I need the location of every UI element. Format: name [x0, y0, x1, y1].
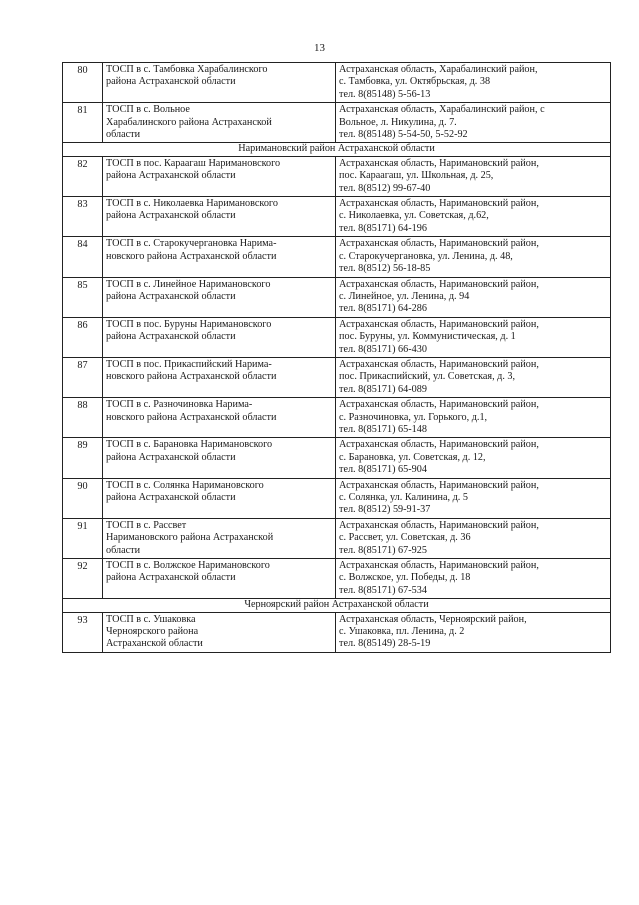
- office-name: ТОСП в пос. Буруны Наримановского района Астраханской области: [103, 317, 336, 357]
- office-address: Астраханская область, Черноярский район, с. Ушаковка, пл. Ленина, д. 2 тел. 8(85149) 28-5-19: [336, 612, 611, 652]
- office-address: Астраханская область, Харабалинский район, с Вольное, л. Никулина, д. 7. тел. 8(85148) 5-54-50, 5-52-92: [336, 103, 611, 143]
- row-number: 88: [63, 398, 103, 438]
- row-number: 86: [63, 317, 103, 357]
- table-row: [63, 478, 611, 518]
- office-name: ТОСП в с. Барановка Наримановского района Астраханской области: [103, 438, 336, 478]
- district-title: Наримановский район Астраханской области: [63, 143, 611, 156]
- table-row: [63, 197, 611, 237]
- district-title: Черноярский район Астраханской области: [63, 599, 611, 612]
- office-address: Астраханская область, Наримановский район, пос. Прикаспийский, ул. Советская, д. 3, тел. 8(85171) 64-089: [336, 357, 611, 397]
- table-row: [63, 63, 611, 103]
- office-name: ТОСП в пос. Прикаспийский Нарима- новского района Астраханской области: [103, 357, 336, 397]
- row-number: 91: [63, 518, 103, 558]
- row-number: 87: [63, 357, 103, 397]
- row-number: 90: [63, 478, 103, 518]
- table-row: [63, 612, 611, 652]
- office-name: ТОСП в с. Ушаковка Черноярского района Астраханской области: [103, 612, 336, 652]
- office-name: ТОСП в с. Линейное Наримановского района Астраханской области: [103, 277, 336, 317]
- office-name: ТОСП в с. Солянка Наримановского района Астраханской области: [103, 478, 336, 518]
- office-address: Астраханская область, Наримановский район, пос. Караагаш, ул. Школьная, д. 25, тел. 8(8512) 99-67-40: [336, 156, 611, 196]
- row-number: 82: [63, 156, 103, 196]
- table-row: [63, 156, 611, 196]
- table-row: [63, 438, 611, 478]
- office-address: Астраханская область, Наримановский район, с. Рассвет, ул. Советская, д. 36 тел. 8(85171) 67-925: [336, 518, 611, 558]
- office-address: Астраханская область, Наримановский район, пос. Буруны, ул. Коммунистическая, д. 1 тел. 8(85171) 66-430: [336, 317, 611, 357]
- offices-table: [62, 62, 611, 653]
- row-number: 93: [63, 612, 103, 652]
- district-header-row: [63, 599, 611, 612]
- office-address: Астраханская область, Наримановский район, с. Барановка, ул. Советская, д. 12, тел. 8(85171) 65-904: [336, 438, 611, 478]
- office-name: ТОСП в с. Вольное Харабалинского района Астраханской области: [103, 103, 336, 143]
- district-header-row: [63, 143, 611, 156]
- office-name: ТОСП в с. Волжское Наримановского района Астраханской области: [103, 559, 336, 599]
- table-row: [63, 398, 611, 438]
- row-number: 89: [63, 438, 103, 478]
- office-address: Астраханская область, Наримановский район, с. Разночиновка, ул. Горького, д.1, тел. 8(85171) 65-148: [336, 398, 611, 438]
- office-name: ТОСП в с. Рассвет Наримановского района Астраханской области: [103, 518, 336, 558]
- office-name: ТОСП в с. Разночиновка Нарима- новского района Астраханской области: [103, 398, 336, 438]
- office-address: Астраханская область, Наримановский район, с. Линейное, ул. Ленина, д. 94 тел. 8(85171) 64-286: [336, 277, 611, 317]
- office-name: ТОСП в пос. Караагаш Наримановского района Астраханской области: [103, 156, 336, 196]
- page-number: 13: [314, 42, 325, 54]
- row-number: 81: [63, 103, 103, 143]
- office-name: ТОСП в с. Николаевка Наримановского района Астраханской области: [103, 197, 336, 237]
- table-row: [63, 103, 611, 143]
- row-number: 85: [63, 277, 103, 317]
- table-row: [63, 559, 611, 599]
- row-number: 84: [63, 237, 103, 277]
- office-name: ТОСП в с. Тамбовка Харабалинского района Астраханской области: [103, 63, 336, 103]
- office-address: Астраханская область, Харабалинский район, с. Тамбовка, ул. Октябрьская, д. 38 тел. 8(85148) 5-56-13: [336, 63, 611, 103]
- office-address: Астраханская область, Наримановский район, с. Старокучергановка, ул. Ленина, д. 48, тел. 8(8512) 56-18-85: [336, 237, 611, 277]
- table-row: [63, 317, 611, 357]
- table-row: [63, 277, 611, 317]
- table-row: [63, 518, 611, 558]
- row-number: 92: [63, 559, 103, 599]
- table-row: [63, 237, 611, 277]
- row-number: 80: [63, 63, 103, 103]
- office-address: Астраханская область, Наримановский район, с. Николаевка, ул. Советская, д.62, тел. 8(85171) 64-196: [336, 197, 611, 237]
- office-address: Астраханская область, Наримановский район, с. Солянка, ул. Калинина, д. 5 тел. 8(8512) 59-91-37: [336, 478, 611, 518]
- office-address: Астраханская область, Наримановский район, с. Волжское, ул. Победы, д. 18 тел. 8(85171) 67-534: [336, 559, 611, 599]
- row-number: 83: [63, 197, 103, 237]
- table-row: [63, 357, 611, 397]
- office-name: ТОСП в с. Старокучергановка Нарима- новского района Астраханской области: [103, 237, 336, 277]
